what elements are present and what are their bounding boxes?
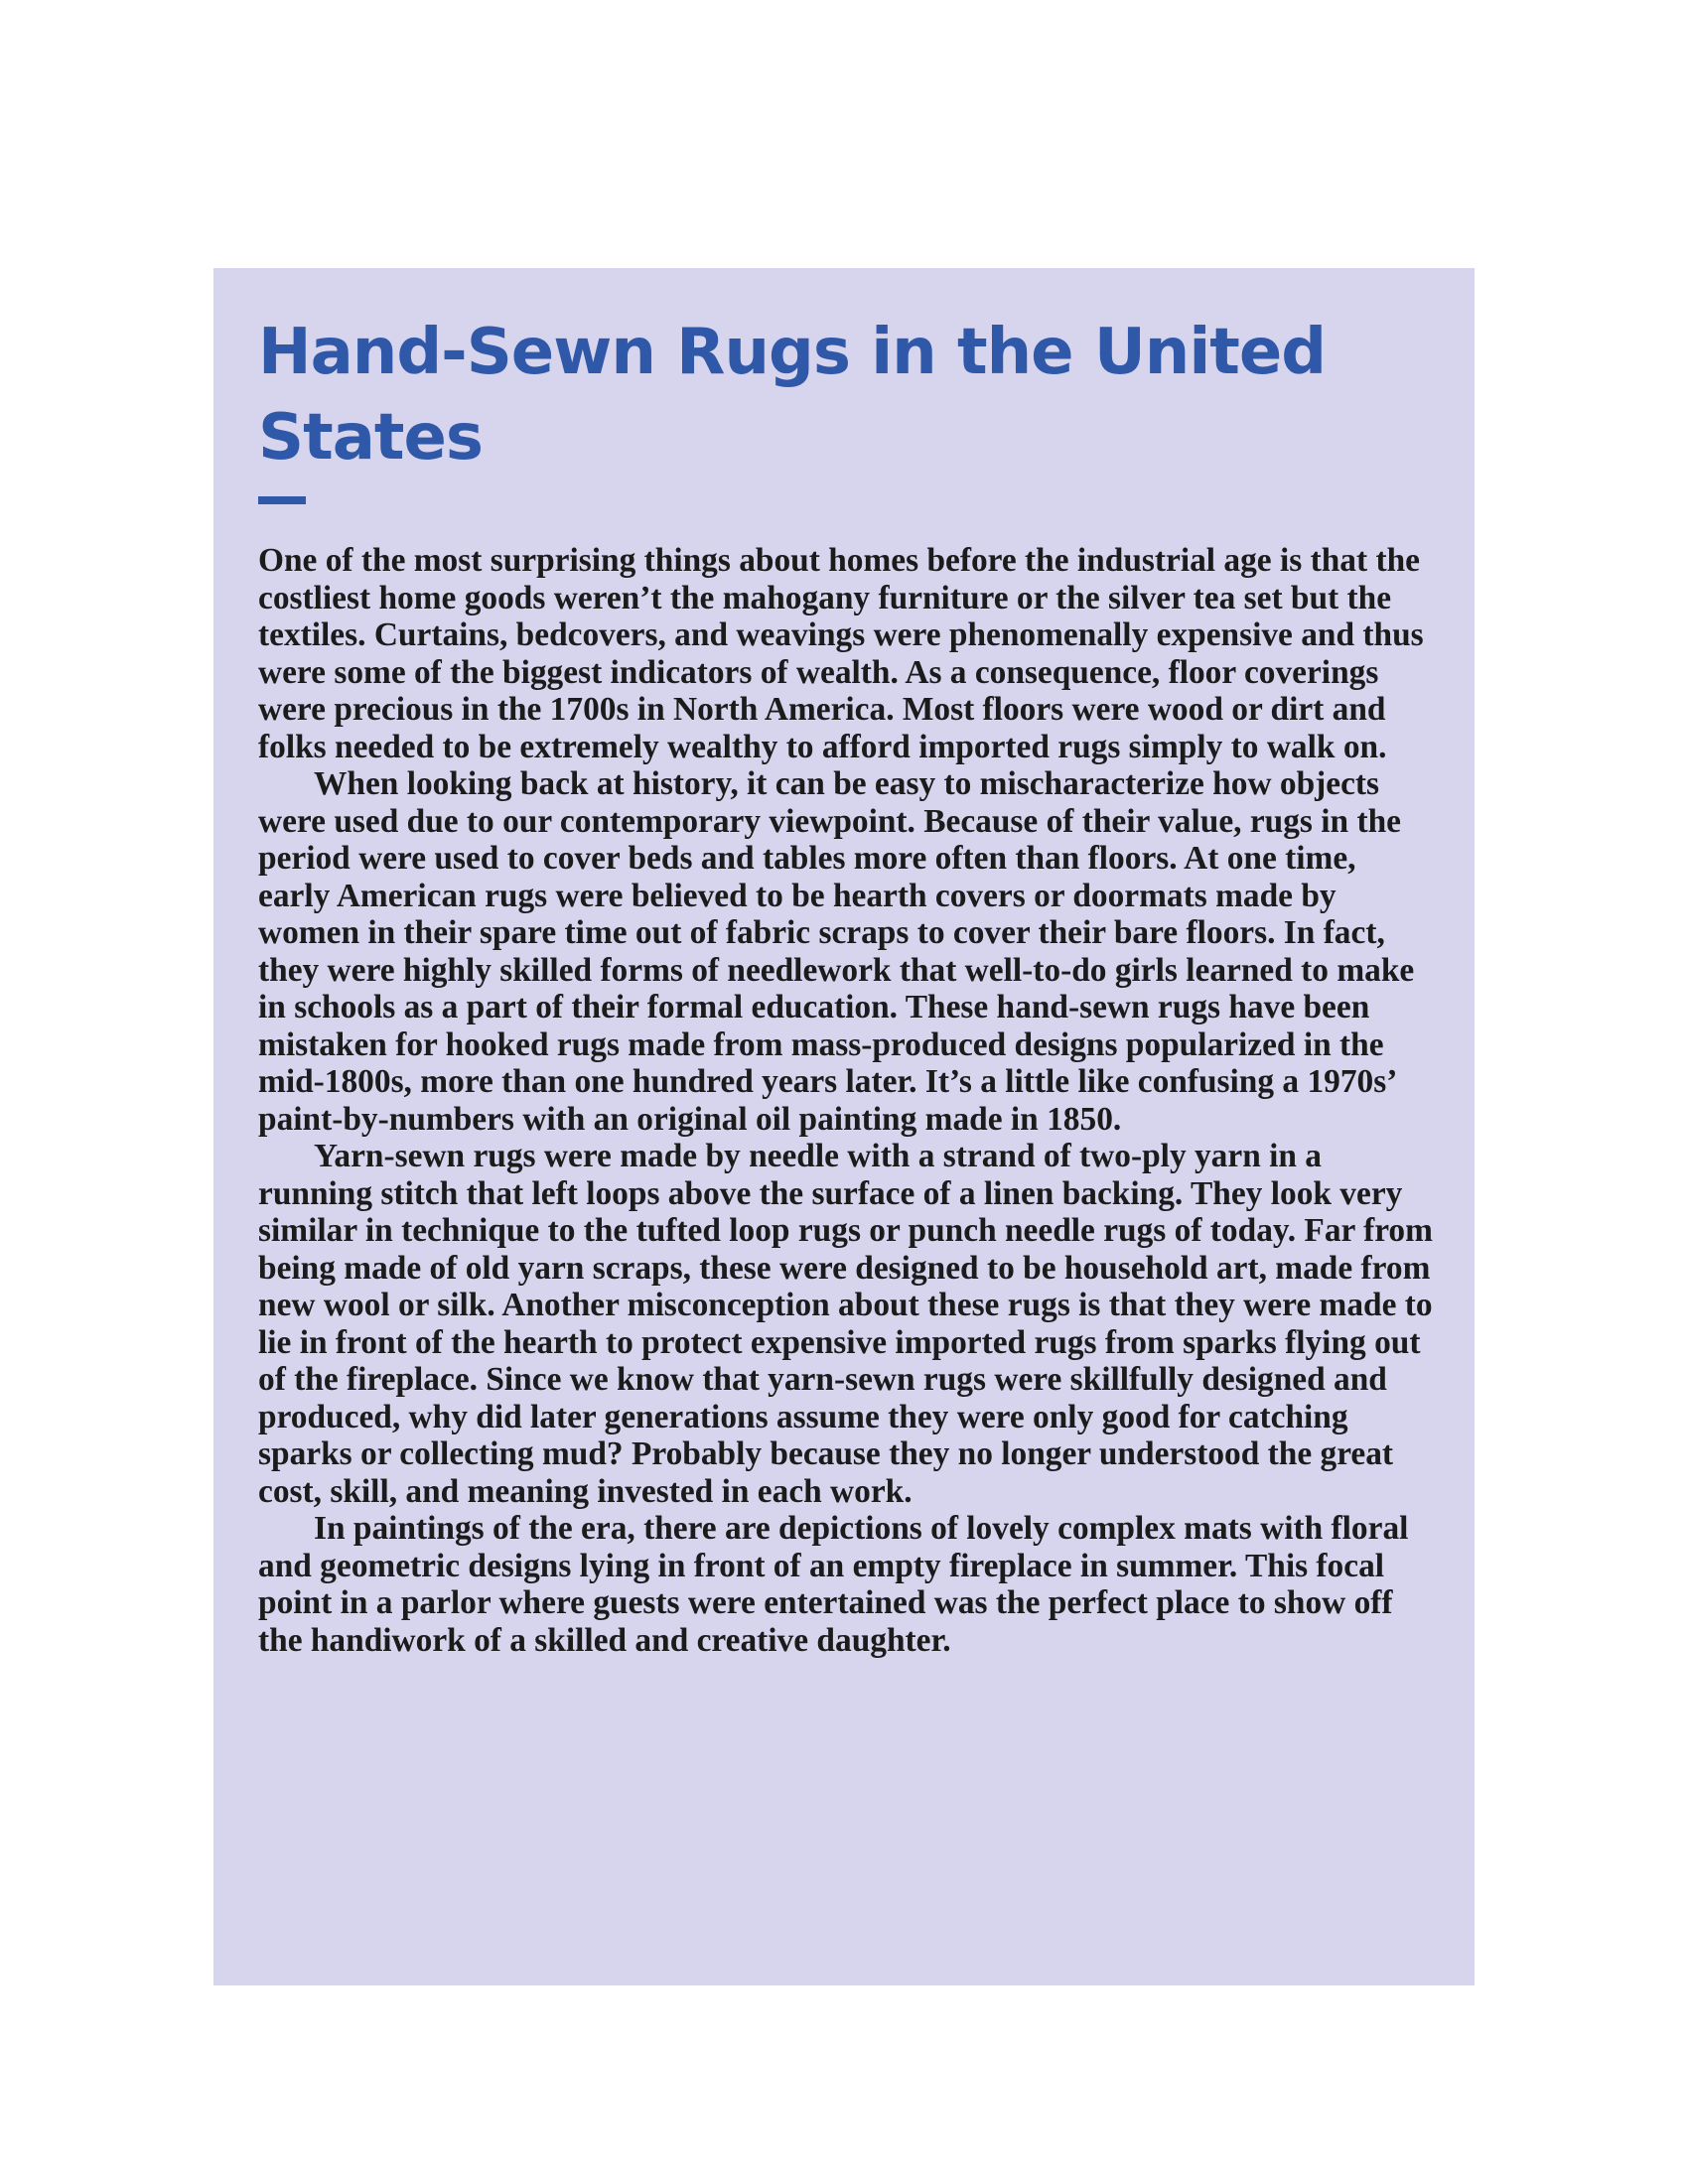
- article-panel: [213, 268, 1475, 1985]
- paragraph-3: Yarn-sewn rugs were made by needle with a strand of two-ply yarn in a running stitch that left loops above the surface of a linen backing. They look very similar in technique to the tufted loop rugs or punch needle rugs of today. Far from being made of old yarn scraps, these were designed to be household art, made from new wool or silk. Another misconception about these rugs is that they were made to lie in front of the hearth to protect expensive imported rugs from sparks flying out of the fireplace. Since we know that yarn-sewn rugs were skillfully designed and produced, why did later generations assume they were only good for catching sparks or collecting mud? Probably because they no longer understood the great cost, skill, and meaning invested in each work.: [258, 1138, 1433, 1510]
- title-underline-accent: [258, 496, 306, 504]
- article-title: Hand-Sewn Rugs in the United States: [258, 316, 1327, 475]
- paragraph-4: In paintings of the era, there are depictions of lovely complex mats with floral and geometric designs lying in front of an empty fireplace in summer. This focal point in a parlor where guests were entertained was the perfect place to show off the handiwork of a skilled and creative daughter.: [258, 1510, 1409, 1659]
- paragraph-2: When looking back at history, it can be easy to mischaracterize how objects were used due to our contemporary viewpoint. Because of their value, rugs in the period were used to cover beds and tables more often than floors. At one time, early American rugs were believed to be hearth covers or doormats made by women in their spare time out of fabric scraps to cover their bare floors. In fact, they were highly skilled forms of needlework that well-to-do girls learned to make in schools as a part of their formal education. These hand-sewn rugs have been mistaken for hooked rugs made from mass-produced designs popularized in the mid-1800s, more than one hundred years later. It’s a little like confusing a 1970s’ paint-by-numbers with an original oil painting made in 1850.: [258, 765, 1415, 1138]
- paragraph-1: One of the most surprising things about homes before the industrial age is that the costliest home goods weren’t the mahogany furniture or the silver tea set but the textiles. Curtains, bedcovers, and weavings were phenomenally expensive and thus were some of the biggest indicators of wealth. As a consequence, floor coverings were precious in the 1700s in North America. Most floors were wood or dirt and folks needed to be extremely wealthy to afford imported rugs simply to walk on.: [258, 542, 1424, 765]
- article-body: [258, 542, 1435, 1659]
